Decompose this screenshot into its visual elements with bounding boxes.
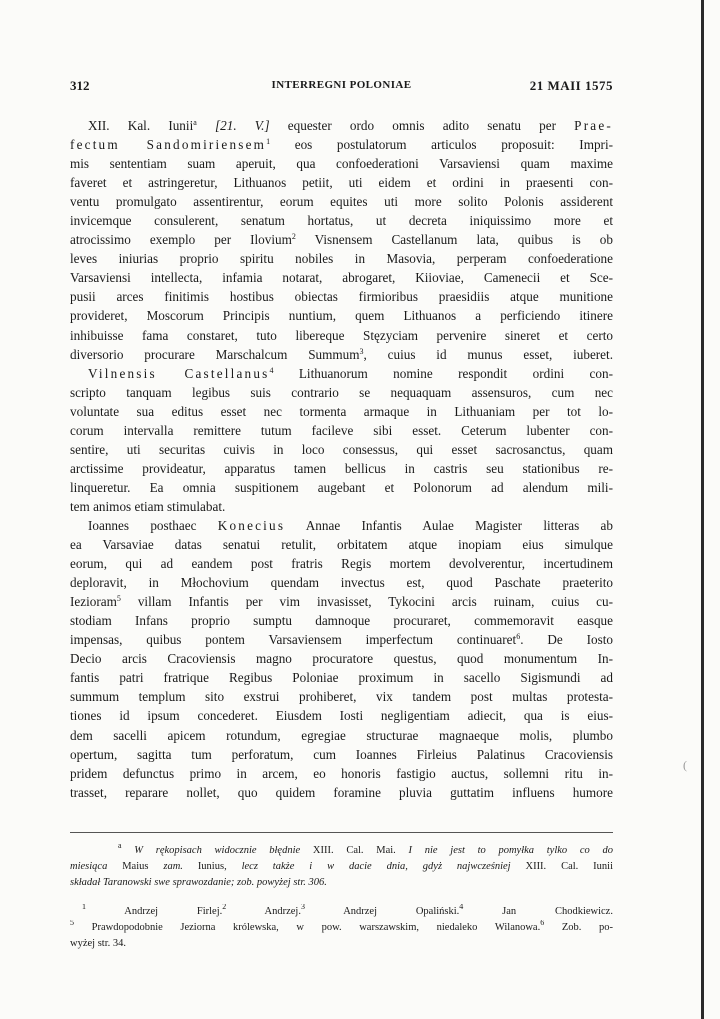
text-line: pusii arces finitimis hostibus obiectas firmioribus praesidiis atque munitione	[70, 289, 613, 305]
text-line: Ioannes posthaec Konecius Annae Infantis Aulae Magister litteras ab	[88, 517, 613, 533]
text-line: tem animos etiam stimulabat.	[70, 498, 226, 514]
running-date: 21 MAII 1575	[529, 78, 613, 93]
footnote-line: $^5$ Prawdopodobnie Jeziorna królewska, w pow. warszawskim, niedaleko Wilanowa.$^6$ Zob. po-	[70, 920, 613, 933]
textual-footnote	[70, 843, 613, 891]
numbered-footnotes	[70, 904, 613, 952]
text-line: impensas, quibus pontem Varsaviensem imperfectum continuaret$^6$. De Iosto	[70, 632, 613, 648]
main-text	[70, 116, 613, 802]
text-line: stodiam Infans proprio sumptu damnoque procuraret, commemoravit easque	[70, 613, 613, 629]
text-line: XII. Kal. Iunii$^a$ [21. V.] equester ordo omnis adito senatu per Prae-	[88, 118, 613, 133]
text-line: invicemque consulerent, senatum hortatus, ut decreta iniquissimo more et	[70, 213, 613, 229]
text-line: sentire, uti securitas cuivis in loco consessus, qui esset sacrosanctus, quam	[70, 441, 613, 457]
text-line: ea Varsaviae datas senatui retulit, orbitatem atque inopiam eius simulque	[70, 537, 613, 553]
text-line: arctissime provideatur, apparatus tamen bellicus in castris seu stationibus re-	[70, 460, 613, 476]
text-line: mis sententiam suam aperuit, qua confoederationi Varsaviensi quam maxime	[70, 156, 613, 172]
text-line: scripto tanquam legibus suis contrario se nequaquam assensuros, cum nec	[70, 384, 613, 400]
running-header	[70, 78, 613, 94]
footnote-line: składał Taranowski swe sprawozdanie; zob. powyżej str. 306.	[70, 877, 327, 888]
text-line: inhibuisse fama constaret, tuto libereque Stęzyciam pervenire sineret et certo	[70, 327, 613, 343]
text-line: fectum Sandomiriensem$^1$ eos postulatorum articulos proposuit: Impri-	[70, 137, 613, 153]
text-line: summum templum sito exstrui prohiberet, vix tandem post multas protesta-	[70, 689, 613, 705]
text-line: dem sacelli apicem rotundum, egregiae structurae magnaeque molis, plumbo	[70, 727, 613, 743]
running-title: INTERREGNI POLONIAE	[271, 79, 412, 91]
text-line: faveret et astringeretur, Lithuanos petiit, uti eidem et ordini in praesenti con-	[70, 175, 613, 191]
text-line: corum intervalla remittere tutum facileve sibi esset. Ceterum lubenter con-	[70, 422, 613, 438]
text-line: atrocissimo exemplo per Ilovium$^2$ Visnensem Castellanum lata, quibus is ob	[70, 232, 613, 248]
footnote-separator	[70, 832, 613, 833]
text-line: opertum, sagitta tum perforatum, cum Ioannes Firleius Palatinus Cracoviensis	[70, 746, 613, 762]
text-line: Varsaviensi intellecta, infamia notarat, abrogaret, Kiioviae, Camenecii et Sce-	[70, 270, 613, 286]
text-line: fantis patri fratrique Regibus Poloniae proximum in sacello Sigismundi ad	[70, 670, 613, 686]
text-line: voluntate sua editus esset nec tormenta armaque in Lithuaniam per tot lo-	[70, 403, 613, 419]
text-line: diversorio procurare Marschalcum Summum$^3$, cuius id munus esset, iuberet.	[70, 346, 613, 362]
page-number: 312	[70, 78, 90, 93]
text-line: tiones id ipsum concederet. Eiusdem Iosti negligentiam adiecit, qua is eius-	[70, 708, 613, 724]
text-line: trasset, reparare nollet, quo quidem foramine pluvia guttatim influens humore	[70, 784, 613, 800]
text-line: Decio arcis Cracoviensis magno procuratore questus, quod monumentum In-	[70, 651, 613, 667]
text-line: pridem defunctus primo in arcem, eo honoris fastigio auctus, sollemni ritu in-	[70, 765, 613, 781]
text-line: ventu promulgato assentirentur, eorum equites uti more solito Polonis assiderent	[70, 194, 613, 210]
text-line: provideret, Moscorum Principis nuntium, quem Lithuanos a perficiendo itinere	[70, 308, 613, 324]
text-line: linqueretur. Ea omnia suspitionem augebant et Polonorum ad alendum mili-	[70, 479, 613, 495]
footnote-line: wyżej str. 34.	[70, 938, 126, 949]
footnote-line: $^1$ Andrzej Firlej.$^2$ Andrzej.$^3$ Andrzej Opaliński.$^4$ Jan Chodkiewicz.	[82, 904, 613, 917]
text-line: deploravit, in Młochovium quendam invectus est, quod Paschate praeterito	[70, 575, 613, 591]
text-line: Vilnensis Castellanus$^4$ Lithuanorum nomine respondit ordini con-	[88, 365, 613, 381]
footnote-line: $^a$ W rękopisach widocznie błędnie XIII. Cal. Mai. I nie jest to pomyłka tylko co do	[118, 843, 613, 856]
footnote-line: miesiąca Maius zam. Iunius, lecz także i w dacie dnia, gdyż najwcześniej XIII. Cal. Iunii	[70, 861, 613, 872]
text-line: leves iniurias proprio spiritu nobiles in Masovia, perperam confoederatione	[70, 251, 613, 267]
scan-artifact: (	[683, 758, 687, 772]
text-line: Iezioram$^5$ villam Infantis per vim invasisset, Tykocini arcis ruinam, cuius cu-	[70, 594, 613, 610]
page-edge-shadow	[701, 0, 704, 1019]
text-line: eorum, qui ad eandem post fratris Regis mortem devolverentur, incertudinem	[70, 556, 613, 572]
